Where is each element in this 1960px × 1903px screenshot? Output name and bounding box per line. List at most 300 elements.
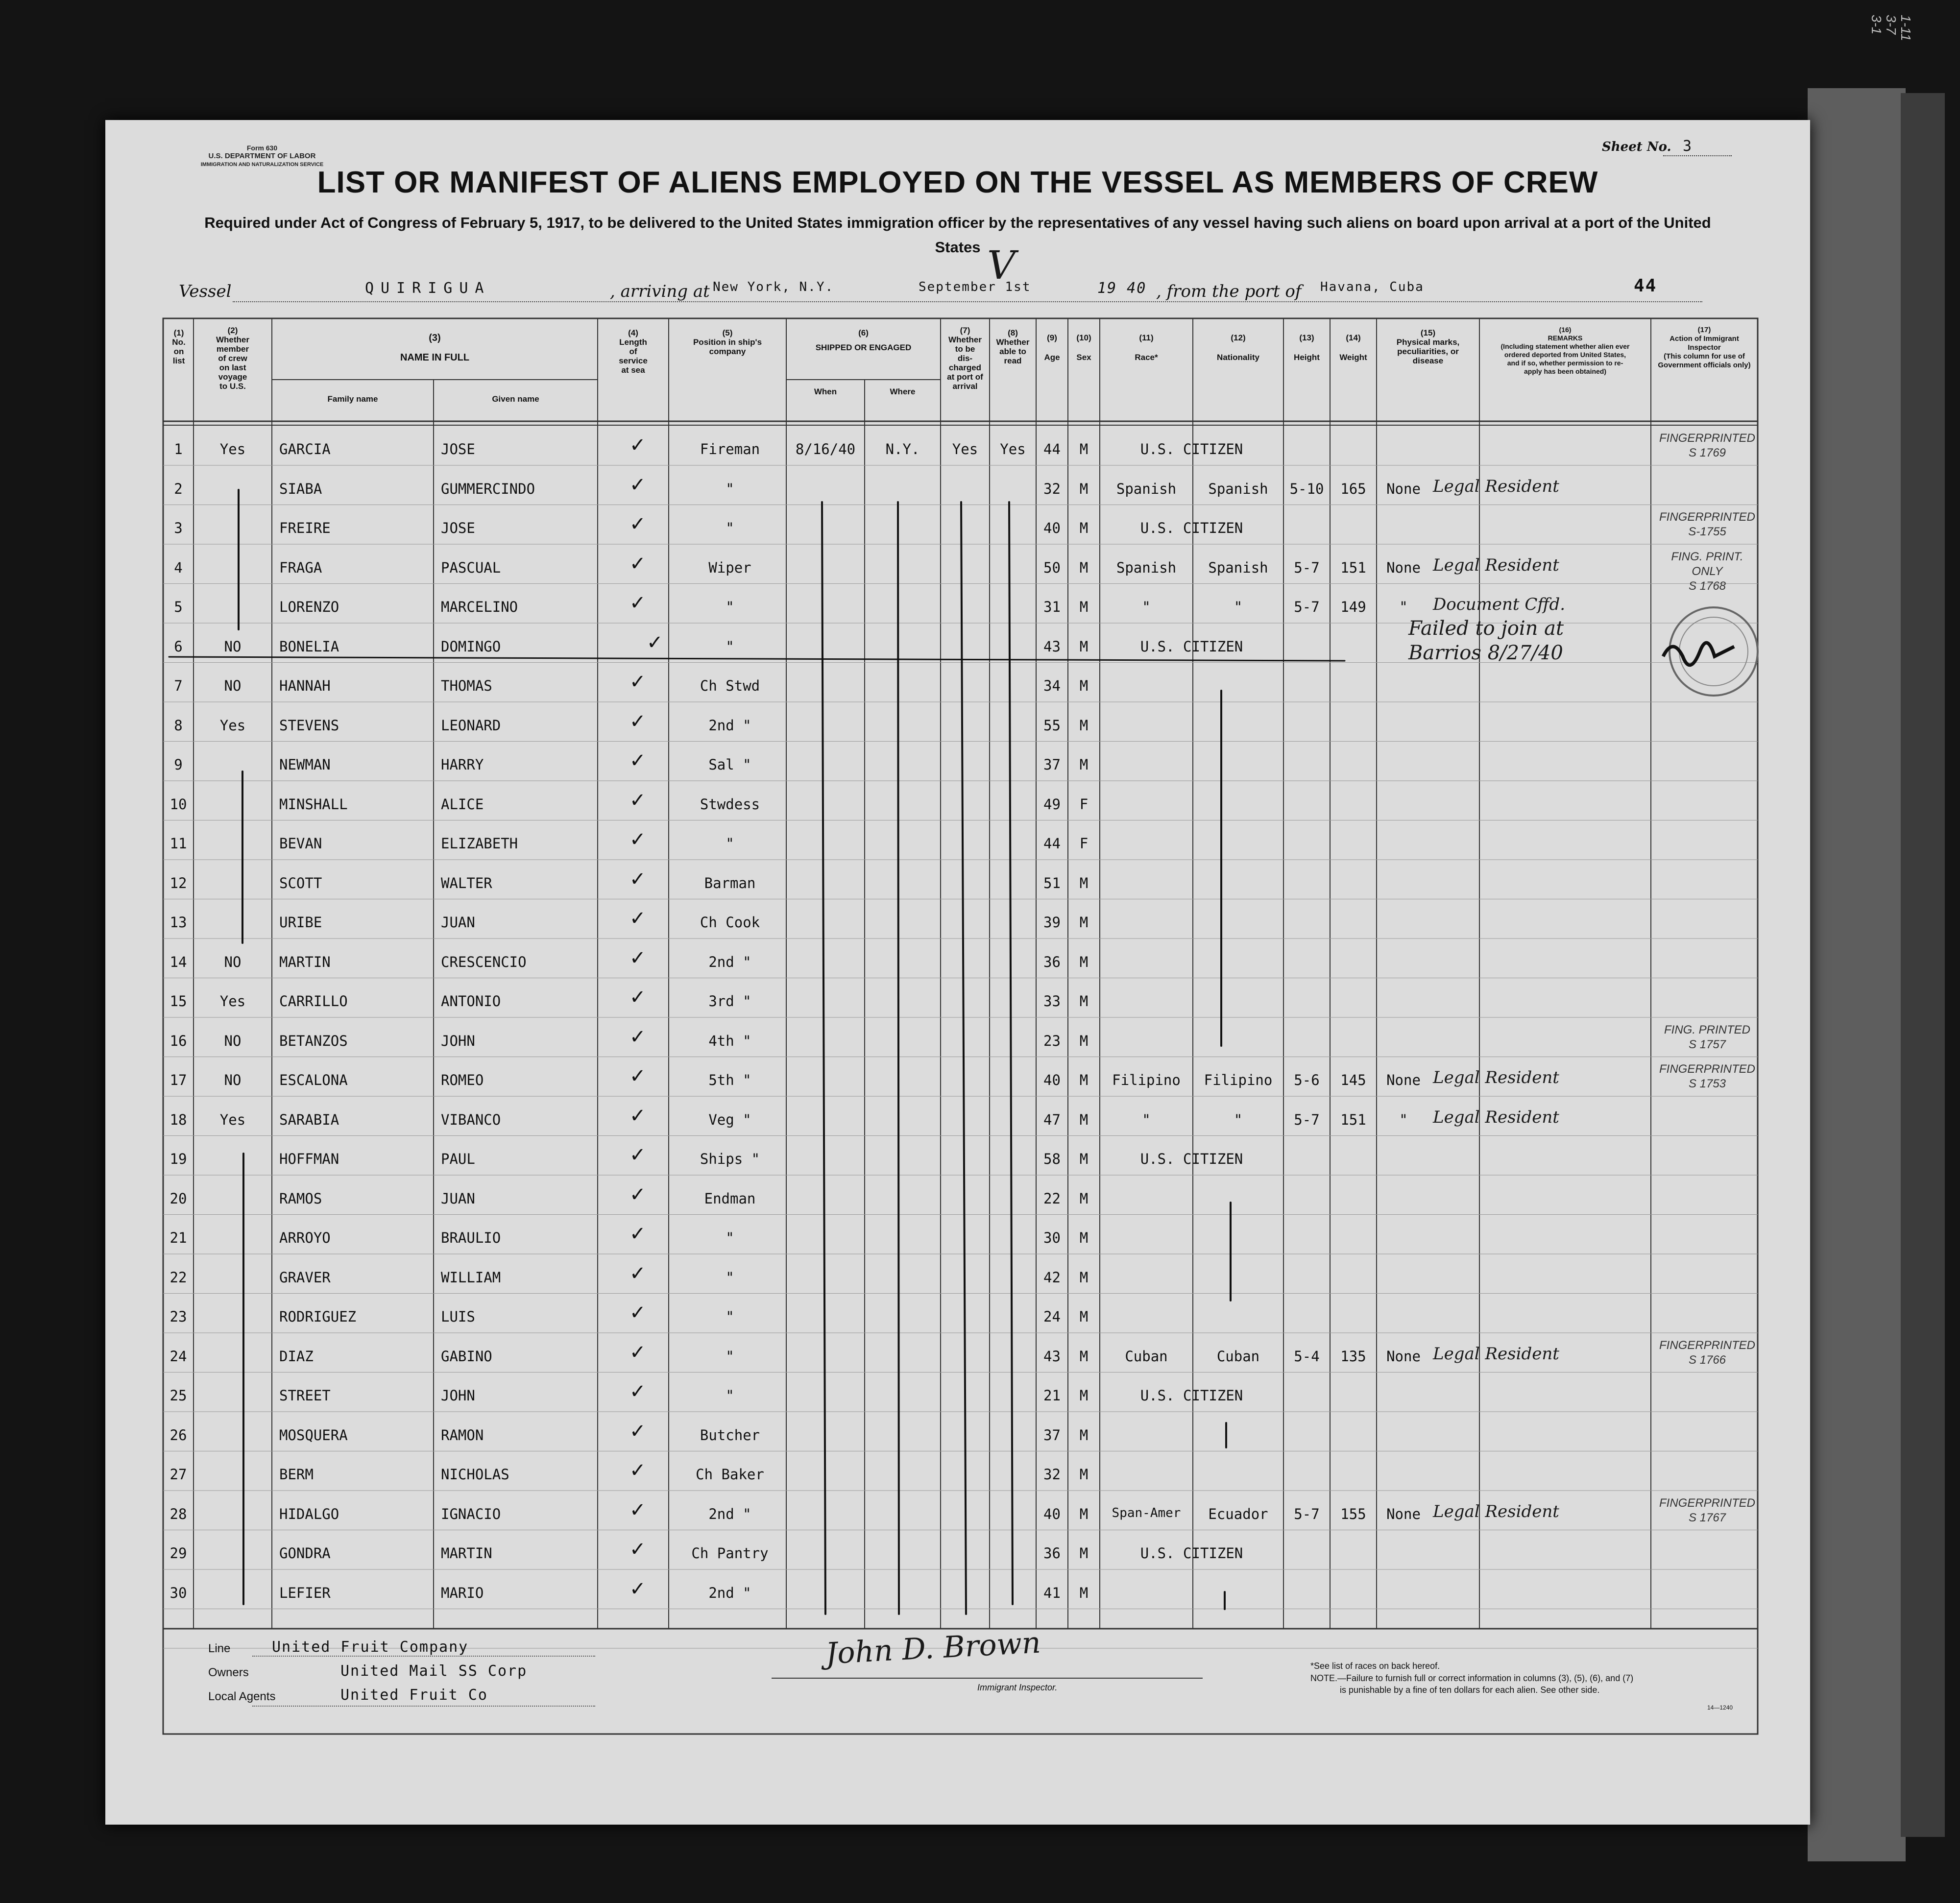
sex: M — [1079, 1229, 1089, 1246]
col-header-where: Where — [890, 387, 916, 396]
given-name: CRESCENCIO — [441, 953, 527, 970]
family-name: SIABA — [279, 480, 322, 497]
remarks: Failed to join at Barrios 8/27/40 — [1408, 617, 1564, 664]
last-voyage: NO — [224, 1032, 242, 1049]
sex: M — [1079, 1505, 1089, 1522]
position: " — [726, 1348, 734, 1365]
col-header-length-service: (4) Length of service at sea — [619, 328, 648, 375]
able-to-read: Yes — [1000, 441, 1026, 458]
form-title: LIST OR MANIFEST OF ALIENS EMPLOYED ON THE VESSEL AS MEMBERS OF CREW — [317, 166, 1598, 199]
position: Veg " — [708, 1111, 751, 1128]
family-name: FRAGA — [279, 559, 322, 576]
last-voyage: Yes — [219, 717, 246, 734]
height: 5-6 — [1294, 1072, 1320, 1088]
check-mark-icon: ✓ — [629, 1498, 646, 1521]
sex: M — [1079, 1348, 1089, 1365]
check-mark-icon: ✓ — [629, 1183, 646, 1206]
race: " — [1142, 599, 1151, 615]
last-voyage: NO — [224, 1072, 242, 1088]
age: 32 — [1043, 1466, 1061, 1483]
nationality: Spanish — [1208, 480, 1268, 497]
sex: M — [1079, 677, 1089, 694]
given-name: JOSE — [441, 441, 475, 458]
check-mark-icon: ✓ — [629, 1223, 646, 1245]
age: 42 — [1043, 1269, 1061, 1286]
position: " — [726, 599, 734, 615]
position: Fireman — [700, 441, 760, 458]
inspector-action: FINGERPRINTED S 1769 — [1659, 432, 1755, 459]
position: " — [726, 638, 734, 655]
remarks: Legal Resident — [1433, 1107, 1559, 1127]
row-number: 11 — [169, 835, 187, 852]
row-number: 16 — [169, 1032, 187, 1049]
row-number: 29 — [169, 1545, 187, 1562]
height: 5-7 — [1294, 1111, 1320, 1128]
age: 21 — [1043, 1387, 1061, 1404]
nationality: Filipino — [1204, 1072, 1273, 1088]
remarks: Legal Resident — [1433, 1501, 1559, 1521]
check-mark-icon: ✓ — [629, 1577, 646, 1600]
check-mark-icon: ✓ — [629, 1341, 646, 1364]
height: 5-10 — [1289, 480, 1324, 497]
family-name: GONDRA — [279, 1545, 331, 1562]
race: U.S. CITIZEN — [1140, 1545, 1243, 1562]
check-mark-icon: ✓ — [629, 513, 646, 535]
check-mark-icon: ✓ — [629, 1065, 646, 1087]
age: 23 — [1043, 1032, 1061, 1049]
row-number: 9 — [174, 756, 183, 773]
race: U.S. CITIZEN — [1140, 520, 1243, 536]
family-name: ARROYO — [279, 1229, 331, 1246]
position: " — [726, 1269, 734, 1286]
col-header-nationality: (12) Nationality — [1217, 333, 1259, 362]
position: " — [726, 520, 734, 536]
given-name: NICHOLAS — [441, 1466, 509, 1483]
check-mark-icon: ✓ — [629, 946, 646, 969]
sex: M — [1079, 441, 1089, 458]
page-mark: 44 — [1634, 276, 1657, 296]
remarks: Legal Resident — [1433, 476, 1559, 496]
position: " — [726, 1308, 734, 1325]
arriving-label: , arriving at — [610, 282, 710, 301]
age: 36 — [1043, 953, 1061, 970]
sex: M — [1079, 993, 1089, 1010]
physical-marks: None — [1386, 480, 1421, 497]
family-name: RODRIGUEZ — [279, 1308, 357, 1325]
sex: M — [1079, 1072, 1089, 1088]
row-number: 23 — [169, 1308, 187, 1325]
inspector-action: FINGERPRINTED S 1766 — [1659, 1338, 1755, 1367]
given-name: MARTIN — [441, 1545, 492, 1562]
service-name: IMMIGRATION AND NATURALIZATION SERVICE — [200, 162, 324, 168]
sex: M — [1079, 1387, 1089, 1404]
row-number: 30 — [169, 1584, 187, 1601]
age: 50 — [1043, 559, 1061, 576]
col-header-position: (5) Position in ship's company — [693, 328, 762, 356]
age: 44 — [1043, 441, 1061, 458]
inspector-action: FING. PRINT. ONLY S 1768 — [1671, 550, 1743, 593]
col-header-last-voyage: (2) Whether member of crew on last voyage to U.S. — [216, 326, 249, 391]
remarks: Legal Resident — [1433, 1068, 1559, 1087]
age: 31 — [1043, 599, 1061, 615]
inspector-seal — [105, 120, 1810, 1825]
form-subtitle: Required under Act of Congress of February 5, 1917, to be delivered to the United States immigration officer by the representatives of any vessel having such aliens on board upon arrival at a port of the United States — [204, 214, 1711, 256]
sheet-number: 3 — [1683, 138, 1693, 155]
position: 2nd " — [708, 717, 751, 734]
sex: M — [1079, 1190, 1089, 1207]
col-header-physical-marks: (15) Physical marks, peculiarities, or disease — [1396, 328, 1460, 365]
given-name: ALICE — [441, 795, 484, 813]
col-header-family-name: Family name — [327, 394, 378, 404]
check-mark-icon: ✓ — [629, 749, 646, 772]
check-mark-icon: ✓ — [647, 631, 663, 654]
race: Spanish — [1116, 559, 1177, 576]
weight: 145 — [1340, 1072, 1366, 1088]
age: 40 — [1043, 1505, 1061, 1522]
given-name: LUIS — [441, 1308, 475, 1325]
given-name: BRAULIO — [441, 1229, 501, 1246]
check-mark-icon: ✓ — [629, 552, 646, 575]
position: Ch Stwd — [700, 677, 760, 694]
sex: M — [1079, 717, 1089, 734]
last-voyage: Yes — [219, 441, 246, 458]
sex: M — [1079, 638, 1089, 655]
position: 5th " — [708, 1072, 751, 1088]
check-mark-icon: ✓ — [629, 1301, 646, 1324]
age: 37 — [1043, 1426, 1061, 1444]
departure-port: Havana, Cuba — [1320, 280, 1424, 294]
col-header-given-name: Given name — [492, 394, 539, 404]
age: 40 — [1043, 520, 1061, 536]
sheet-number-label: Sheet No. — [1602, 140, 1671, 154]
family-name: LORENZO — [279, 599, 339, 615]
family-name: CARRILLO — [279, 993, 348, 1010]
check-mark-icon: ✓ — [629, 986, 646, 1009]
position: " — [726, 1387, 734, 1404]
col-header-read: (8) Whether able to read — [996, 328, 1030, 365]
nationality: " — [1234, 1111, 1243, 1128]
position: Wiper — [708, 559, 751, 576]
family-name: SCOTT — [279, 874, 322, 891]
sex: M — [1079, 599, 1089, 615]
family-name: MINSHALL — [279, 795, 348, 813]
check-mark-icon: ✓ — [629, 671, 646, 693]
age: 40 — [1043, 1072, 1061, 1088]
remarks: Legal Resident — [1433, 1344, 1559, 1364]
col-header-name: (3) NAME IN FULL — [400, 333, 470, 363]
shipped-when: 8/16/40 — [795, 441, 856, 458]
given-name: RAMON — [441, 1426, 484, 1444]
signature-line — [772, 1678, 1203, 1679]
sex: M — [1079, 1151, 1089, 1167]
given-name: IGNACIO — [441, 1505, 501, 1522]
sex: M — [1079, 953, 1089, 970]
family-name: FREIRE — [279, 520, 331, 536]
inspector-action: FINGERPRINTED S 1753 — [1659, 1062, 1755, 1090]
last-voyage: NO — [224, 677, 242, 694]
given-name: MARCELINO — [441, 599, 518, 615]
position: Butcher — [700, 1426, 760, 1444]
last-voyage: NO — [224, 638, 242, 655]
row-number: 18 — [169, 1111, 187, 1128]
inspector-action: FINGERPRINTED S-1755 — [1659, 510, 1755, 538]
given-name: PAUL — [441, 1151, 475, 1167]
sex: M — [1079, 480, 1089, 497]
check-mark-icon: ✓ — [629, 1144, 646, 1166]
row-number: 25 — [169, 1387, 187, 1404]
family-name: SARABIA — [279, 1111, 339, 1128]
given-name: VIBANCO — [441, 1111, 501, 1128]
height: 5-7 — [1294, 559, 1320, 576]
family-name: HOFFMAN — [279, 1151, 339, 1167]
row-number: 5 — [174, 599, 183, 615]
physical-marks: None — [1386, 1348, 1421, 1365]
position: 2nd " — [708, 1505, 751, 1522]
age: 32 — [1043, 480, 1061, 497]
family-name: MARTIN — [279, 953, 331, 970]
age: 36 — [1043, 1545, 1061, 1562]
row-number: 14 — [169, 953, 187, 970]
footer-underlines — [252, 1656, 595, 1707]
family-name: MOSQUERA — [279, 1426, 348, 1444]
position: Sal " — [708, 756, 751, 773]
given-name: WALTER — [441, 874, 492, 891]
check-mark-icon: ✓ — [629, 1380, 646, 1403]
row-number: 17 — [169, 1072, 187, 1088]
height: 5-7 — [1294, 599, 1320, 615]
arrival-date: September 1st — [919, 280, 1031, 294]
remarks: Document Cffd. — [1433, 595, 1566, 614]
weight: 151 — [1340, 559, 1366, 576]
given-name: THOMAS — [441, 677, 492, 694]
local-agents-value: United Fruit Co — [340, 1686, 488, 1704]
row-number: 21 — [169, 1229, 187, 1246]
vessel-label: Vessel — [179, 282, 232, 301]
row-number: 3 — [174, 520, 183, 536]
col-header-age: (9) Age — [1044, 333, 1060, 362]
row-number: 10 — [169, 795, 187, 813]
weight: 149 — [1340, 599, 1366, 615]
sex: M — [1079, 1269, 1089, 1286]
position: " — [726, 480, 734, 497]
position: 2nd " — [708, 1584, 751, 1601]
weight: 165 — [1340, 480, 1366, 497]
physical-marks: None — [1386, 1072, 1421, 1088]
given-name: ELIZABETH — [441, 835, 518, 852]
sex: M — [1079, 1545, 1089, 1562]
underlying-sheet — [1808, 88, 1906, 1861]
row-number: 15 — [169, 993, 187, 1010]
weight: 155 — [1340, 1505, 1366, 1522]
check-mark-icon: ✓ — [629, 473, 646, 496]
position: " — [726, 835, 734, 852]
check-mark-icon: ✓ — [629, 592, 646, 614]
row-number: 22 — [169, 1269, 187, 1286]
row-number: 27 — [169, 1466, 187, 1483]
given-name: MARIO — [441, 1584, 484, 1601]
form-number: Form 630 — [246, 144, 278, 152]
line-value: United Fruit Company — [272, 1638, 469, 1656]
vessel-name: QUIRIGUA — [365, 280, 491, 297]
family-name: HANNAH — [279, 677, 331, 694]
underlying-sheet-edge — [1901, 93, 1945, 1837]
sex: M — [1079, 520, 1089, 536]
check-mark-icon: ✓ — [629, 1459, 646, 1482]
row-number: 4 — [174, 559, 183, 576]
last-voyage: Yes — [219, 1111, 246, 1128]
family-name: BETANZOS — [279, 1032, 348, 1049]
given-name: JOSE — [441, 520, 475, 536]
given-name: HARRY — [441, 756, 484, 773]
row-number: 28 — [169, 1505, 187, 1522]
check-mark-icon: ✓ — [629, 1025, 646, 1048]
race: Spanish — [1116, 480, 1177, 497]
family-name: BERM — [279, 1466, 314, 1483]
check-mark-icon: ✓ — [629, 867, 646, 891]
row-number: 1 — [174, 441, 183, 458]
remarks: Legal Resident — [1433, 555, 1559, 575]
col-header-shipped: (6) SHIPPED OR ENGAGED — [815, 328, 912, 352]
age: 39 — [1043, 914, 1061, 931]
family-name: RAMOS — [279, 1190, 322, 1207]
position: Barman — [704, 874, 756, 891]
sex: F — [1079, 795, 1089, 813]
age: 22 — [1043, 1190, 1061, 1207]
check-mark-icon: ✓ — [629, 710, 646, 733]
physical-marks: None — [1386, 559, 1421, 576]
sex: M — [1079, 1466, 1089, 1483]
age: 30 — [1043, 1229, 1061, 1246]
age: 44 — [1043, 835, 1061, 852]
family-name: HIDALGO — [279, 1505, 339, 1522]
nationality: Spanish — [1208, 559, 1268, 576]
given-name: GUMMERCINDO — [441, 480, 535, 497]
col-header-weight: (14) Weight — [1339, 333, 1367, 362]
row-number: 26 — [169, 1426, 187, 1444]
from-port-label: , from the port of — [1156, 282, 1302, 301]
age: 55 — [1043, 717, 1061, 734]
date-hand-mark: V — [987, 242, 1016, 288]
department-name: U.S. DEPARTMENT OF LABOR — [208, 152, 316, 160]
position: Ch Baker — [696, 1466, 764, 1483]
given-name: JUAN — [441, 1190, 475, 1207]
sex: M — [1079, 1426, 1089, 1444]
position: " — [726, 1229, 734, 1246]
age: 49 — [1043, 795, 1061, 813]
owners-label: Owners — [208, 1666, 249, 1679]
family-name: ESCALONA — [279, 1072, 348, 1088]
col-header-height: (13) Height — [1294, 333, 1320, 362]
position: Ships " — [700, 1151, 760, 1167]
last-voyage: Yes — [219, 993, 246, 1010]
sex: M — [1079, 914, 1089, 931]
family-name: DIAZ — [279, 1348, 314, 1365]
family-name: BEVAN — [279, 835, 322, 852]
sex: M — [1079, 756, 1089, 773]
sex: F — [1079, 835, 1089, 852]
arrival-port: New York, N.Y. — [713, 280, 834, 294]
check-mark-icon: ✓ — [629, 434, 646, 457]
race: U.S. CITIZEN — [1140, 1151, 1243, 1167]
position: Endman — [704, 1190, 756, 1207]
weight: 135 — [1340, 1348, 1366, 1365]
col-header-remarks: (16) REMARKS (Including statement whether alien ever ordered deported from United States, and if so, whether permission to re- apply has been obtained) — [1500, 326, 1630, 375]
family-name: BONELIA — [279, 638, 339, 655]
row-number: 13 — [169, 914, 187, 931]
row-number: 20 — [169, 1190, 187, 1207]
shipped-where: N.Y. — [885, 441, 920, 458]
nationality: Ecuador — [1208, 1505, 1268, 1522]
race: " — [1142, 1111, 1151, 1128]
inspector-action: FING. PRINTED S 1757 — [1664, 1023, 1750, 1051]
race: Cuban — [1125, 1348, 1168, 1365]
check-mark-icon: ✓ — [629, 1538, 646, 1561]
col-header-sex: (10) Sex — [1076, 333, 1091, 362]
sex: M — [1079, 1111, 1089, 1128]
sex: M — [1079, 1584, 1089, 1601]
family-name: NEWMAN — [279, 756, 331, 773]
race: U.S. CITIZEN — [1140, 1387, 1243, 1404]
given-name: GABINO — [441, 1348, 492, 1365]
family-name: STEVENS — [279, 717, 339, 734]
age: 41 — [1043, 1584, 1061, 1601]
height: 5-4 — [1294, 1348, 1320, 1365]
given-name: JOHN — [441, 1032, 475, 1049]
col-header-discharged: (7) Whether to be dis- charged at port of arrival — [947, 326, 983, 391]
row-number: 12 — [169, 874, 187, 891]
inspector-label: Immigrant Inspector. — [977, 1683, 1058, 1692]
penalty-note: NOTE.—Failure to furnish full or correct information in columns (3), (5), (6), and (7) — [1310, 1673, 1634, 1683]
nationality: " — [1234, 599, 1243, 615]
position: Ch Cook — [700, 914, 760, 931]
given-name: JUAN — [441, 914, 475, 931]
family-name: GARCIA — [279, 441, 331, 458]
check-mark-icon: ✓ — [629, 828, 646, 851]
col-header-when: When — [814, 387, 837, 396]
age: 51 — [1043, 874, 1061, 891]
race: U.S. CITIZEN — [1140, 441, 1243, 458]
given-name: DOMINGO — [441, 638, 501, 655]
col-header-race: (11) Race* — [1135, 333, 1158, 362]
family-name: STREET — [279, 1387, 331, 1404]
manifest-sheet — [105, 120, 1810, 1825]
nationality: Cuban — [1216, 1348, 1260, 1365]
weight: 151 — [1340, 1111, 1366, 1128]
row-number: 8 — [174, 717, 183, 734]
row-number: 6 — [174, 638, 183, 655]
position: 2nd " — [708, 953, 751, 970]
physical-marks: " — [1399, 599, 1408, 615]
position: 4th " — [708, 1032, 751, 1049]
age: 58 — [1043, 1151, 1061, 1167]
check-mark-icon: ✓ — [629, 1420, 646, 1443]
check-mark-icon: ✓ — [629, 1262, 646, 1285]
check-mark-icon: ✓ — [629, 907, 646, 930]
given-name: JOHN — [441, 1387, 475, 1404]
age: 43 — [1043, 1348, 1061, 1365]
line-label: Line — [208, 1642, 231, 1655]
given-name: PASCUAL — [441, 559, 501, 576]
print-code: 14—1240 — [1707, 1704, 1733, 1711]
position: Ch Pantry — [691, 1545, 769, 1562]
check-mark-icon: ✓ — [629, 1104, 646, 1127]
row-number: 2 — [174, 480, 183, 497]
row-number: 19 — [169, 1151, 187, 1167]
row-number: 7 — [174, 677, 183, 694]
given-name: LEONARD — [441, 717, 501, 734]
age: 24 — [1043, 1308, 1061, 1325]
penalty-note-cont: is punishable by a fine of ten dollars for each alien. See other side. — [1340, 1685, 1600, 1695]
